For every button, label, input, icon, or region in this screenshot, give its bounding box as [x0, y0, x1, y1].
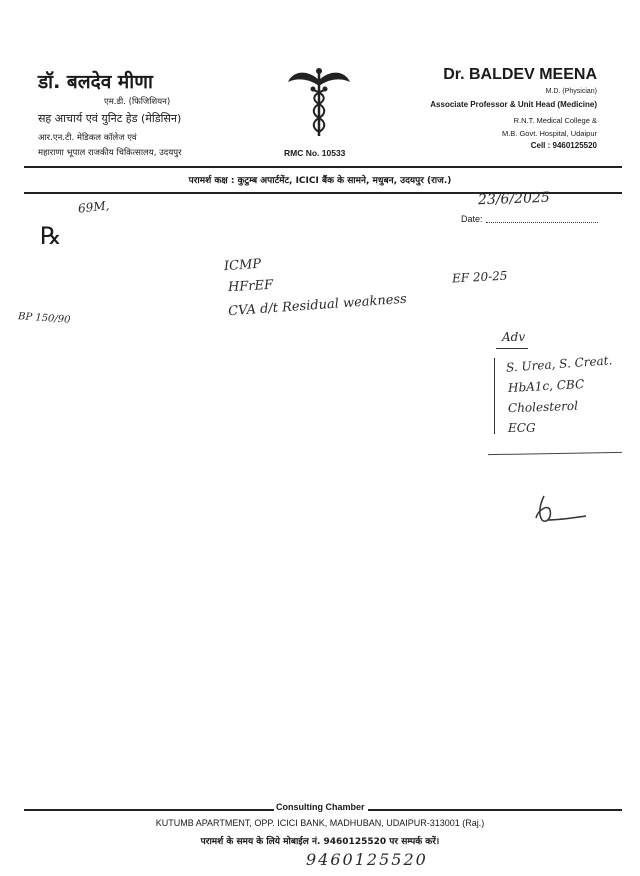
handwritten-phone: 9460125520: [306, 850, 428, 869]
handwritten-advice-title: Adv: [502, 330, 526, 344]
college-hindi: आर.एन.टी. मेडिकल कॉलेज एवं: [38, 133, 137, 143]
doctor-name-english: Dr. BALDEV MEENA: [443, 66, 597, 83]
rmc-number: RMC No. 10533: [284, 148, 346, 158]
advice-underline: [496, 348, 528, 349]
footer-contact-hindi: परामर्श के समय के लिये मोबाईल नं. 9460125520 पर सम्पर्क करें।: [200, 837, 440, 847]
handwritten-dx2: HFrEF: [227, 277, 274, 296]
degree-english: M.D. (Physician): [545, 88, 597, 95]
hospital-hindi: महाराणा भूपाल राजकीय चिकित्सालय, उदयपुर: [38, 148, 182, 158]
date-label: Date:: [461, 214, 483, 224]
handwritten-age: 69M,: [77, 198, 111, 216]
consultation-address-hindi: परामर्श कक्ष : कुटुम्ब अपार्टमेंट, ICICI बैंक के सामने, मधुबन, उदयपुर (राज.): [188, 176, 452, 186]
rx-symbol: ℞: [40, 222, 62, 250]
hospital-english: M.B. Govt. Hospital, Udaipur: [501, 129, 597, 138]
college-english: R.N.T. Medical College &: [513, 116, 597, 125]
handwritten-advice-3: Cholesterol: [507, 398, 579, 416]
handwritten-advice-4: ECG: [508, 421, 536, 435]
footer-title: Consulting Chamber: [276, 802, 365, 812]
handwritten-ef: EF 20-25: [451, 268, 508, 286]
handwritten-date: 23/6/2025: [477, 189, 551, 209]
designation-english: Associate Professor & Unit Head (Medicine): [430, 100, 597, 109]
footer-address: KUTUMB APARTMENT, OPP. ICICI BANK, MADHUBAN, UDAIPUR-313001 (Raj.): [155, 818, 485, 828]
handwritten-bp: BP 150/90: [17, 311, 71, 326]
footer-rule-left: [24, 809, 274, 811]
caduceus-icon: [286, 66, 352, 140]
advice-rule: [488, 452, 622, 455]
date-line: [486, 222, 598, 223]
doctor-name-hindi: डॉ. बलदेव मीणा: [38, 71, 153, 93]
footer-rule-right: [368, 809, 622, 811]
advice-bracket: [494, 358, 495, 434]
cell-number: Cell : 9460125520: [530, 141, 597, 150]
handwritten-dx1: ICMP: [223, 256, 262, 275]
handwritten-dx3: CVA d/t Residual weakness: [227, 291, 408, 320]
handwritten-advice-1: S. Urea, S. Creat.: [505, 353, 613, 375]
header-rule-top: [24, 166, 622, 168]
handwritten-advice-2: HbA1c, CBC: [507, 377, 585, 395]
designation-hindi: सह आचार्य एवं युनिट हेड (मेडिसिन): [38, 112, 182, 125]
degree-hindi: एम.डी. (फिजिशियन): [104, 97, 171, 107]
signature-scribble: [530, 490, 590, 530]
